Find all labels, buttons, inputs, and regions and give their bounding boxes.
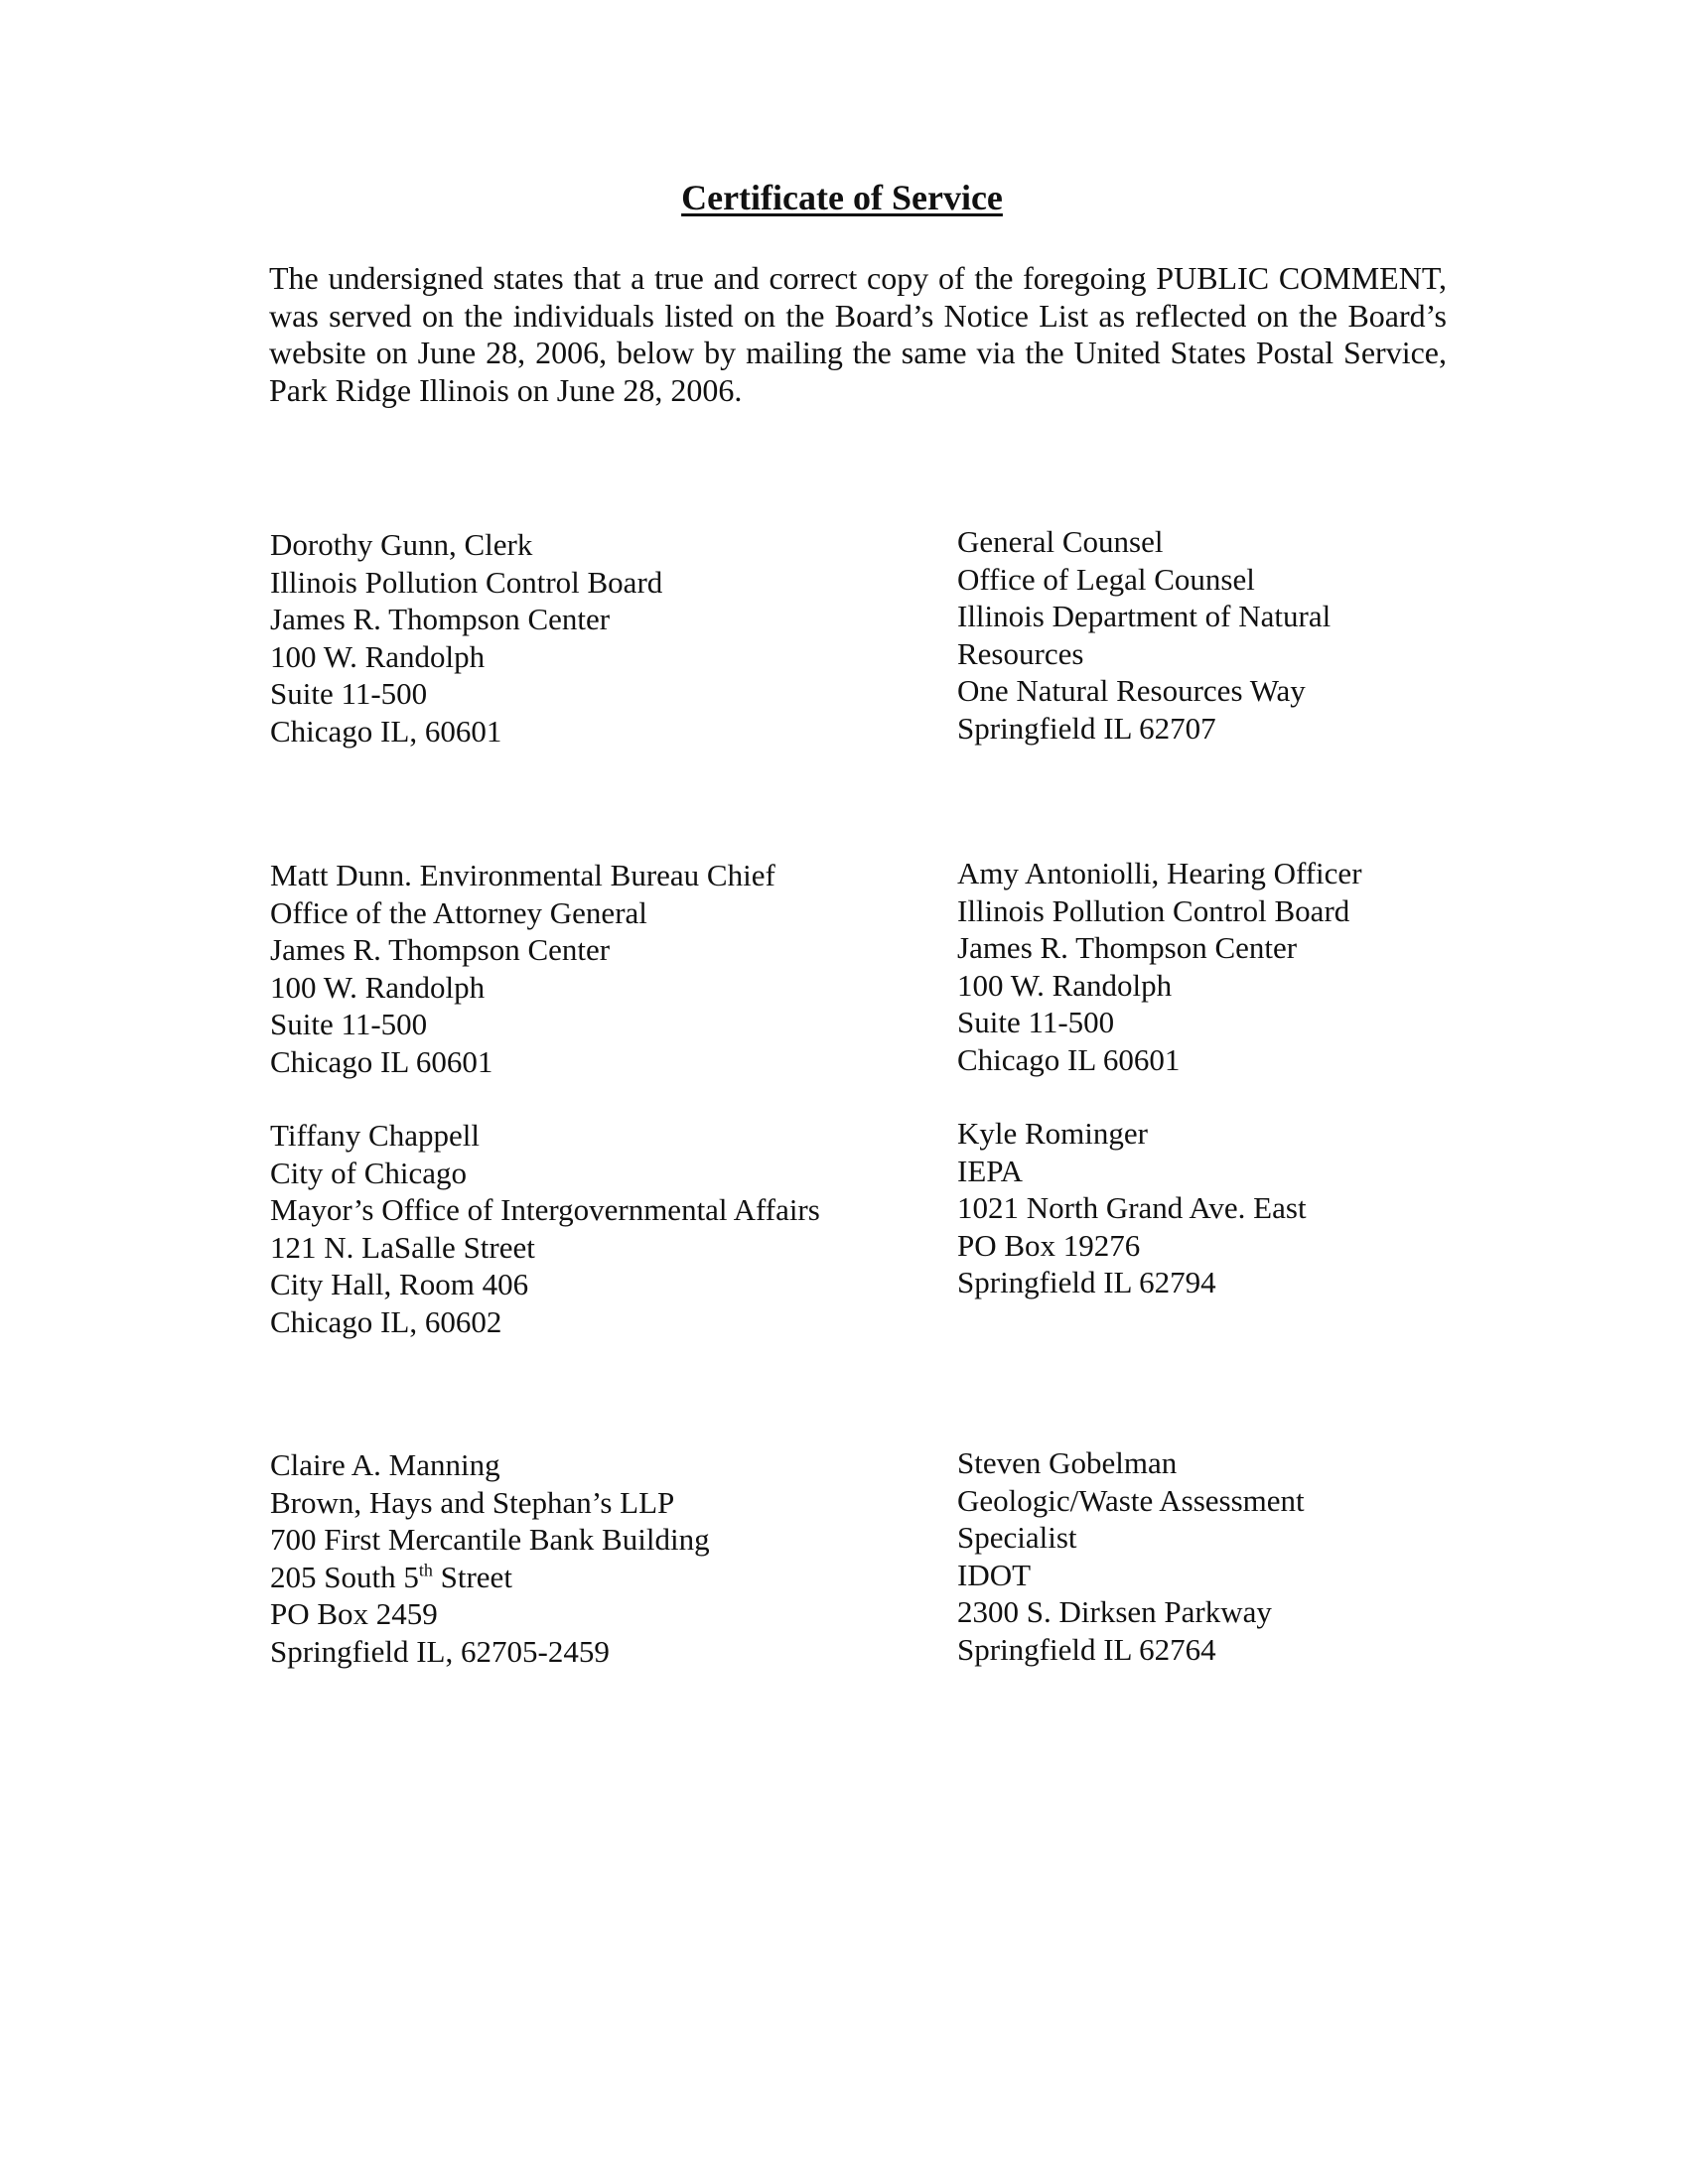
street-suffix: Street <box>432 1559 512 1594</box>
recipient-tiffany-chappell <box>270 1117 820 1340</box>
address-line: Springfield IL, 62705-2459 <box>270 1633 610 1669</box>
address-line: Mayor’s Office of Intergovernmental Affairs <box>270 1192 820 1227</box>
address-line: City Hall, Room 406 <box>270 1267 529 1301</box>
address-line: James R. Thompson Center <box>270 602 611 636</box>
address-line: James R. Thompson Center <box>270 932 611 967</box>
address-line: 2300 S. Dirksen Parkway <box>957 1594 1272 1629</box>
recipient-claire-manning <box>270 1446 710 1670</box>
address-line: James R. Thompson Center <box>957 930 1298 965</box>
recipient-dorothy-gunn <box>270 526 662 750</box>
address-line: Illinois Pollution Control Board <box>270 564 663 600</box>
address-line: Chicago IL, 60602 <box>270 1303 502 1339</box>
address-line: General Counsel <box>957 524 1164 559</box>
address-line: Suite 11-500 <box>957 1005 1115 1039</box>
street-prefix: 205 South 5 <box>270 1559 419 1594</box>
address-line: 100 W. Randolph <box>957 967 1173 1003</box>
address-line: Chicago IL 60601 <box>270 1043 493 1079</box>
address-line: Kyle Rominger <box>957 1116 1148 1151</box>
address-line: Springfield IL 62794 <box>957 1265 1216 1299</box>
address-line: City of Chicago <box>270 1155 468 1190</box>
recipient-matt-dunn <box>270 857 775 1080</box>
address-line: Claire A. Manning <box>270 1447 500 1482</box>
address-line: Illinois Pollution Control Board <box>957 892 1350 928</box>
recipient-general-counsel <box>957 523 1331 747</box>
address-line: Office of Legal Counsel <box>957 561 1255 597</box>
address-line: 100 W. Randolph <box>270 638 486 674</box>
address-line: Dorothy Gunn, Clerk <box>270 527 533 562</box>
address-line: IDOT <box>957 1557 1032 1592</box>
address-line: 121 N. LaSalle Street <box>270 1229 535 1265</box>
address-line: PO Box 19276 <box>957 1227 1141 1263</box>
page-title: Certificate of Service <box>681 178 1003 217</box>
address-line-street <box>270 1559 710 1596</box>
address-line: Steven Gobelman <box>957 1445 1178 1480</box>
address-line: Illinois Department of Natural <box>957 599 1332 633</box>
address-line: Suite 11-500 <box>270 676 428 711</box>
address-line: Chicago IL, 60601 <box>270 713 502 749</box>
ordinal-suffix: th <box>418 1560 433 1580</box>
address-line: Springfield IL 62707 <box>957 710 1216 746</box>
address-line: One Natural Resources Way <box>957 673 1306 708</box>
recipient-steven-gobelman <box>957 1444 1305 1668</box>
address-line: IEPA <box>957 1153 1024 1188</box>
address-line: Springfield IL 62764 <box>957 1631 1216 1667</box>
address-line: 100 W. Randolph <box>270 969 486 1005</box>
address-line: Specialist <box>957 1520 1077 1555</box>
address-line: Suite 11-500 <box>270 1007 428 1041</box>
address-line: Resources <box>957 635 1084 671</box>
address-line: Office of the Attorney General <box>270 894 647 930</box>
address-line: Chicago IL 60601 <box>957 1041 1181 1077</box>
address-line: 700 First Mercantile Bank Building <box>270 1522 710 1557</box>
recipient-kyle-rominger <box>957 1115 1307 1301</box>
address-line: Geologic/Waste Assessment <box>957 1482 1305 1518</box>
address-line: Tiffany Chappell <box>270 1118 480 1153</box>
address-line: Amy Antoniolli, Hearing Officer <box>957 856 1362 890</box>
address-line: Brown, Hays and Stephan’s LLP <box>270 1484 675 1520</box>
address-line: 1021 North Grand Ave. East <box>957 1190 1307 1225</box>
certificate-statement: The undersigned states that a true and correct copy of the foregoing PUBLIC COMMENT, was served on the individuals listed on the Board’s Notice List as reflected on the Board’s website on June 28, 2006, below by mailing the same via the United States Postal Service, Park Ridge Illinois on June 28, 2006. <box>269 260 1447 408</box>
recipient-amy-antoniolli <box>957 855 1362 1078</box>
address-line: Matt Dunn. Environmental Bureau Chief <box>270 858 775 892</box>
address-line: PO Box 2459 <box>270 1596 438 1631</box>
